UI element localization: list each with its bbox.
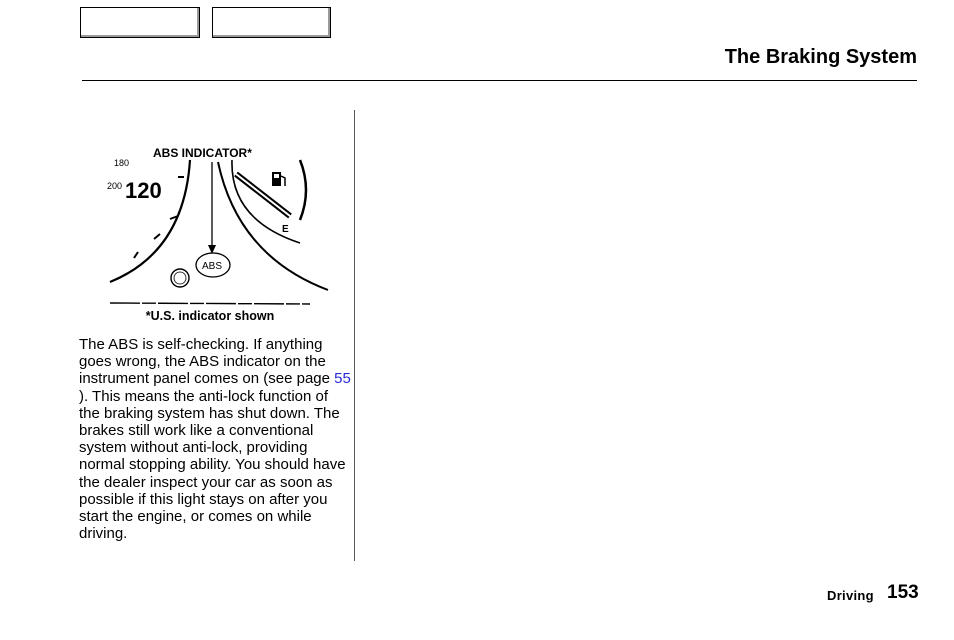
body-paragraph — [79, 336, 351, 542]
panel-bottom-edge — [110, 303, 310, 304]
header-divider — [82, 80, 917, 81]
body-text-part-1: The ABS is self-checking. If anything goes wrong, the ABS indicator on the instrument panel comes on (see page — [79, 336, 335, 388]
page-number: 153 — [887, 582, 919, 603]
fuel-empty-label: E — [282, 224, 289, 235]
next-page-button[interactable] — [212, 7, 331, 38]
figure-caption: *U.S. indicator shown — [145, 309, 275, 323]
speed-tick-label-200: 200 — [107, 181, 123, 191]
indicator-callout-label: ABS INDICATOR* — [153, 146, 252, 160]
abs-indicator-illustration — [104, 140, 332, 310]
body-text-part-2: ). This means the anti-lock function of the braking system has shut down. The brakes still work like a conventional system without anti-lock, providing normal stopping ability. You should have the dealer inspect your car as soon as possible if this light stays on after you start the engine, or comes on while driving. — [79, 387, 346, 543]
column-divider — [354, 110, 355, 561]
fuel-gauge-inner-arc — [232, 160, 300, 243]
page-55-link[interactable]: 55 — [334, 370, 351, 388]
speed-value: 120 — [125, 178, 162, 203]
fuel-needle-highlight — [236, 174, 290, 216]
fuel-gauge-scale-arc — [300, 160, 306, 220]
footer-section-name: Driving — [827, 588, 874, 603]
fuel-pump-icon — [272, 172, 285, 186]
speed-tick-label-180: 180 — [114, 158, 130, 168]
abs-lamp-label: ABS — [202, 261, 223, 272]
previous-page-button[interactable] — [80, 7, 200, 38]
speed-tick — [134, 252, 138, 258]
page-title: The Braking System — [724, 46, 917, 68]
speed-tick — [154, 234, 160, 239]
